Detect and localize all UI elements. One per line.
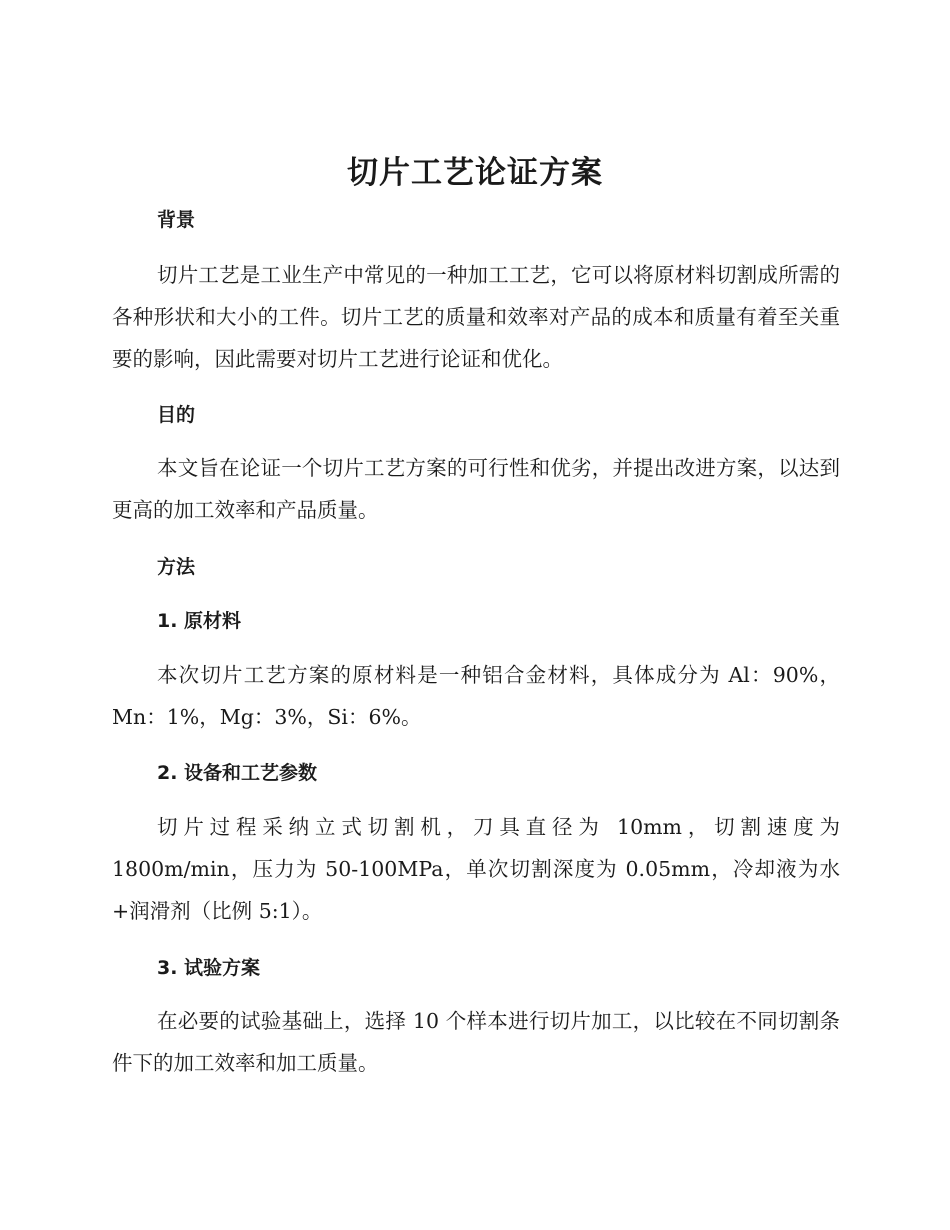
paragraph-raw-material: 本次切片工艺方案的原材料是一种铝合金材料，具体成分为 Al：90%，Mn：1%，Mg：3%，Si：6%。 xyxy=(112,663,840,729)
subsection-heading-test-plan: 3. 试验方案 xyxy=(157,957,261,979)
section-heading-background: 背景 xyxy=(157,209,196,231)
subsection-heading-equipment: 2. 设备和工艺参数 xyxy=(157,762,318,784)
paragraph-equipment: 切片过程采纳立式切割机，刀具直径为 10mm，切割速度为 1800m/min，压力为 50-100MPa，单次切割深度为 0.05mm，冷却液为水+润滑剂（比例 5:1）。 xyxy=(112,815,840,923)
section-heading-method: 方法 xyxy=(157,556,196,578)
document-title: 切片工艺论证方案 xyxy=(347,155,603,191)
section-heading-purpose: 目的 xyxy=(157,404,196,426)
subsection-heading-raw-material: 1. 原材料 xyxy=(157,610,242,632)
paragraph-background: 切片工艺是工业生产中常见的一种加工工艺，它可以将原材料切割成所需的各种形状和大小的工件。切片工艺的质量和效率对产品的成本和质量有着至关重要的影响，因此需要对切片工艺进行论证和优化。 xyxy=(112,263,840,371)
paragraph-purpose: 本文旨在论证一个切片工艺方案的可行性和优劣，并提出改进方案，以达到更高的加工效率和产品质量。 xyxy=(112,456,840,522)
paragraph-test-plan: 在必要的试验基础上，选择 10 个样本进行切片加工，以比较在不同切割条件下的加工效率和加工质量。 xyxy=(112,1009,840,1075)
